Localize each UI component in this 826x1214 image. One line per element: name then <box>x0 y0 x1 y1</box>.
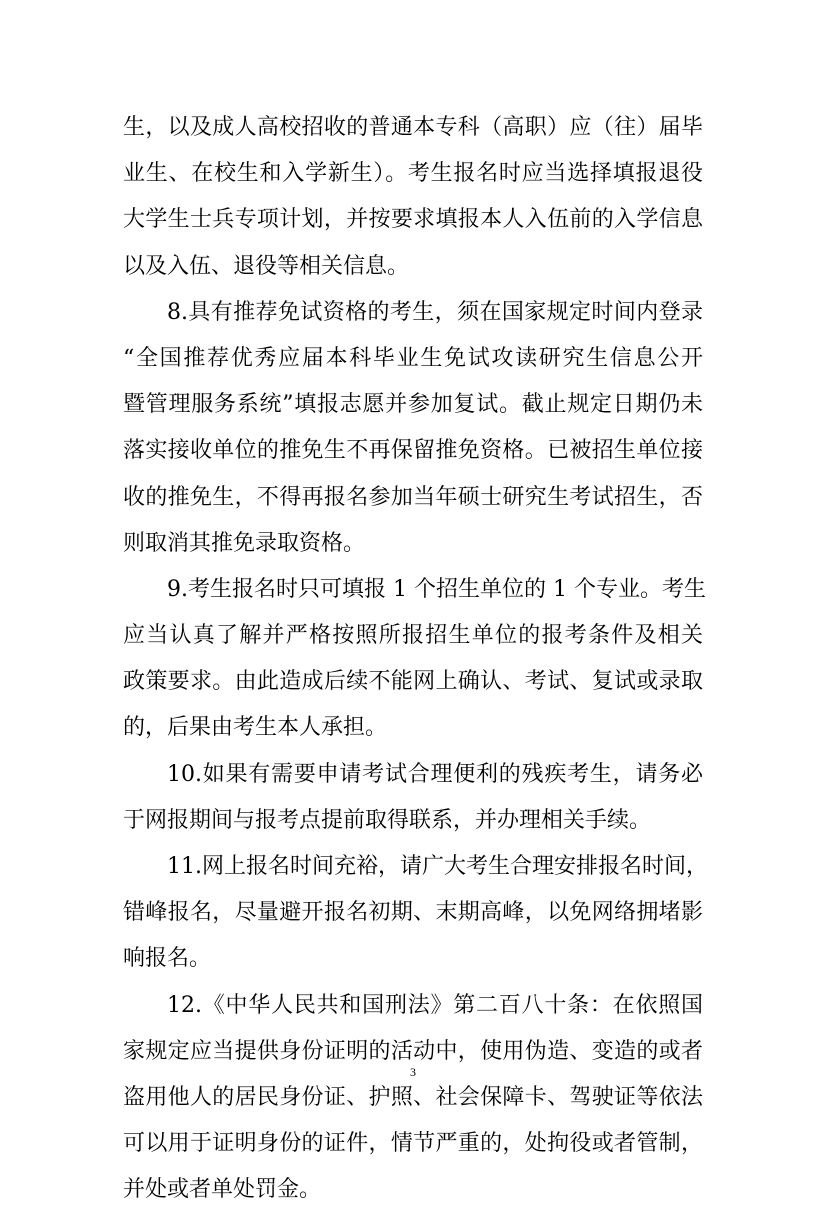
text-line: 生，以及成人高校招收的普通本专科（高职）应（往）届毕 <box>123 115 703 140</box>
paragraph-start-item-8: 8.具有推荐免试资格的考生，须在国家规定时间内登录 <box>167 299 703 325</box>
paragraph-start-item-11: 11.网上报名时间充裕，请广大考生合理安排报名时间， <box>167 854 708 879</box>
page-number: 3 <box>410 1065 416 1079</box>
text-line: 政策要求。由此造成后续不能网上确认、考试、复试或录取 <box>123 669 703 695</box>
text-line: “全国推荐优秀应届本科毕业生免试攻读研究生信息公开 <box>123 345 703 371</box>
text-line: 大学生士兵专项计划，并按要求填报本人入伍前的入学信息 <box>123 207 703 233</box>
text-line: 于网报期间与报考点提前取得联系，并办理相关手续。 <box>123 807 652 833</box>
text-line: 的，后果由考生本人承担。 <box>123 715 388 741</box>
document-body <box>123 105 708 1214</box>
text-line: 响报名。 <box>123 946 212 972</box>
paragraph-start-item-10: 10.如果有需要申请考试合理便利的残疾考生，请务必 <box>167 761 703 787</box>
text-line: 并处或者单处罚金。 <box>123 1177 322 1203</box>
text-line: 可以用于证明身份的证件，情节严重的，处拘役或者管制， <box>123 1131 703 1157</box>
text-line: 以及入伍、退役等相关信息。 <box>123 253 410 279</box>
text-line: 收的推免生，不得再报名参加当年硕士研究生考试招生，否 <box>123 484 703 510</box>
text-line: 落实接收单位的推免生不再保留推免资格。已被招生单位接 <box>123 438 703 464</box>
paragraph-start-item-12: 12.《中华人民共和国刑法》第二百八十条：在依照国 <box>167 992 703 1018</box>
text-line: 盗用他人的居民身份证、护照、社会保障卡、驾驶证等依法 <box>123 1084 703 1110</box>
text-line: 错峰报名，尽量避开报名初期、末期高峰，以免网络拥堵影 <box>123 900 703 926</box>
text-line: 家规定应当提供身份证明的活动中，使用伪造、变造的或者 <box>123 1038 703 1064</box>
text-line: 应当认真了解并严格按照所报招生单位的报考条件及相关 <box>123 623 703 649</box>
text-line: 业生、在校生和入学新生）。考生报名时应当选择填报退役 <box>123 161 703 187</box>
text-line: 暨管理服务系统”填报志愿并参加复试。截止规定日期仍未 <box>123 392 703 418</box>
paragraph-start-item-9: 9.考生报名时只可填报 1 个招生单位的 1 个专业。考生 <box>167 576 706 602</box>
text-line: 则取消其推免录取资格。 <box>123 530 366 556</box>
